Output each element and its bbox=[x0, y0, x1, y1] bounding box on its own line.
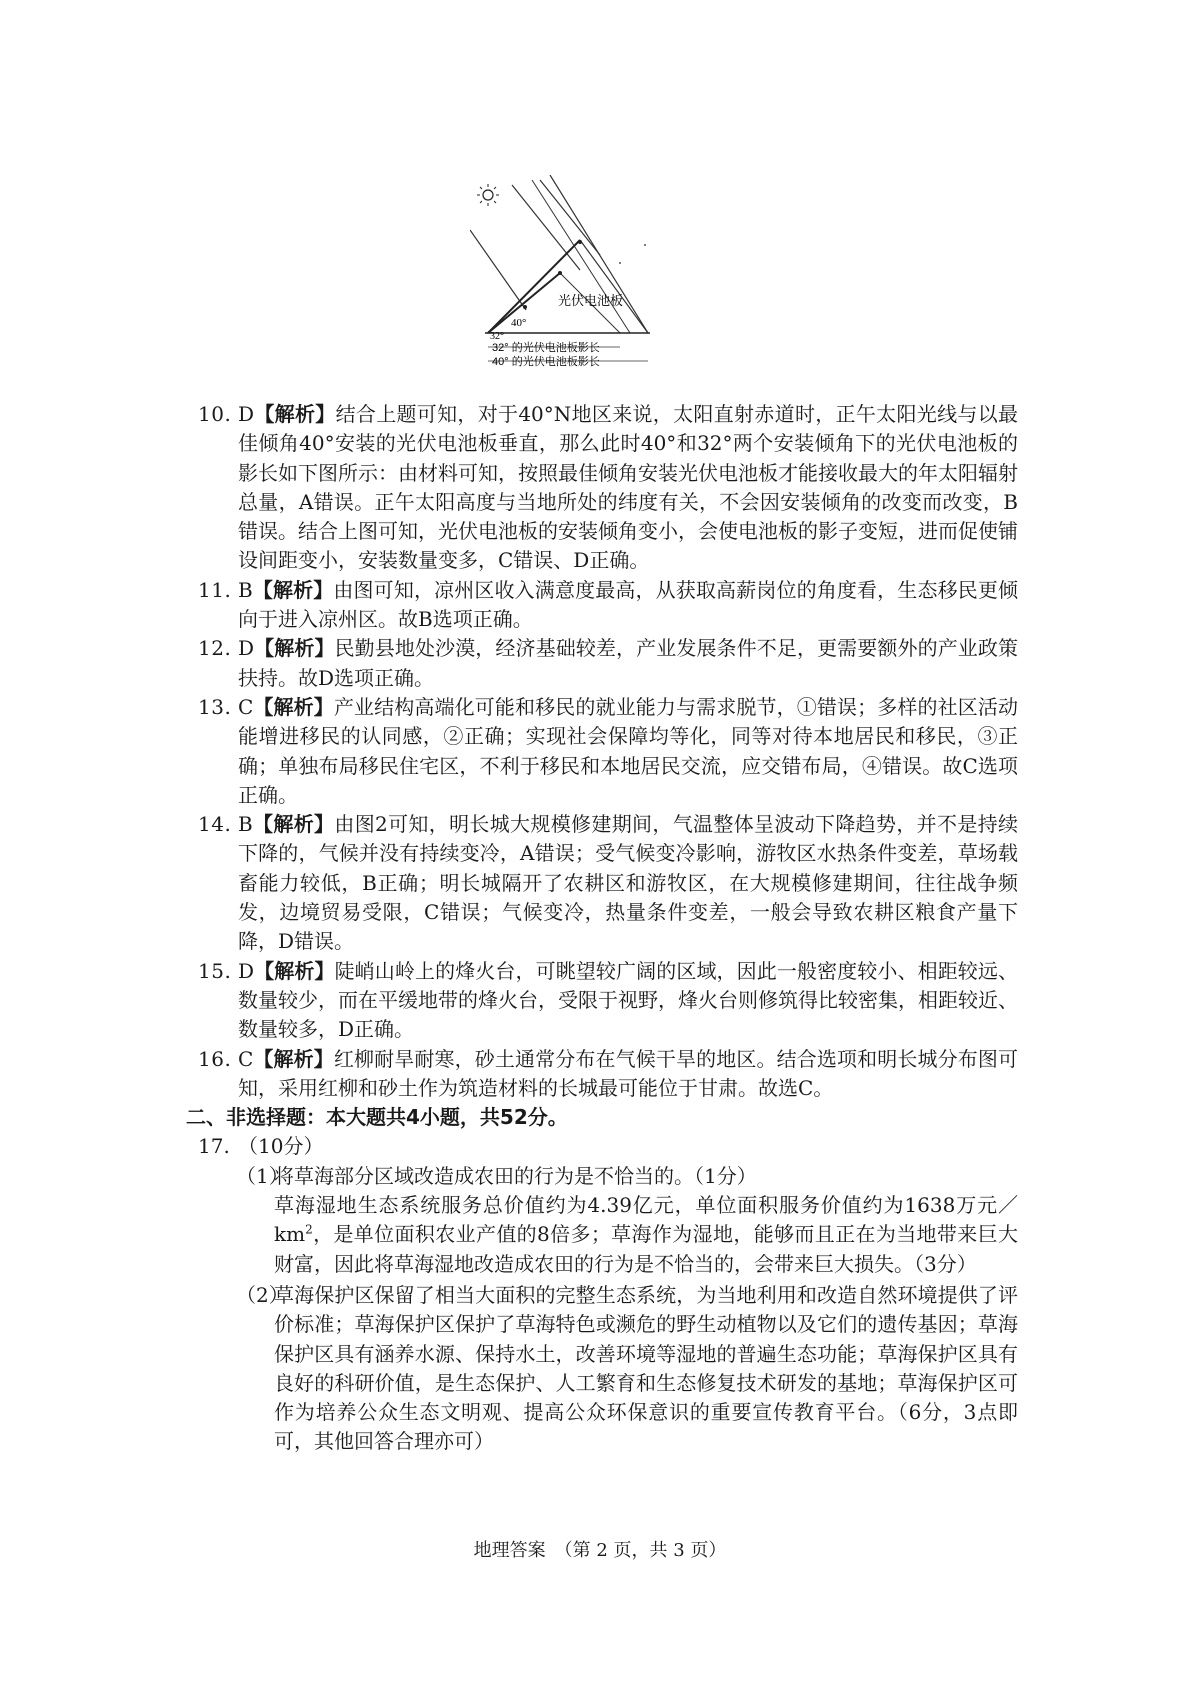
answer-letter: C bbox=[238, 1046, 254, 1071]
answer-letter: D bbox=[238, 958, 255, 983]
question-16 bbox=[198, 1045, 1018, 1104]
shadow-40-label: 40° 的光伏电池板影长 bbox=[492, 356, 600, 368]
answer-letter: B bbox=[238, 577, 253, 602]
question-17-part-1-detail bbox=[274, 1191, 1018, 1279]
question-15 bbox=[198, 957, 1018, 1045]
solar-panels bbox=[488, 240, 580, 333]
part-text: 将草海部分区域改造成农田的行为是不恰当的。（1分） bbox=[274, 1163, 757, 1188]
analysis-tag: 【解析】 bbox=[254, 402, 336, 426]
question-number: 13. bbox=[198, 694, 232, 719]
answer-content bbox=[186, 400, 1019, 1457]
section-title: 二、非选择题：本大题共4小题，共52分。 bbox=[186, 1105, 568, 1130]
page-footer: 地理答案 （第 2 页，共 3 页） bbox=[473, 1540, 727, 1561]
question-13 bbox=[198, 693, 1018, 810]
analysis-text: 民勤县地处沙漠，经济基础较差，产业发展条件不足，更需要额外的产业政策扶持。故D选项正确。 bbox=[238, 636, 1019, 690]
analysis-tag: 【解析】 bbox=[253, 694, 334, 719]
analysis-text: 陡峭山岭上的烽火台，可眺望较广阔的区域，因此一般密度较小、相距较远、数量较少，而在平缓地带的烽火台，受限于视野，烽火台则修筑得比较密集，相距较近、数量较多，D正确。 bbox=[238, 958, 1019, 1042]
question-17-part-2 bbox=[236, 1281, 1018, 1457]
solar-panel-shadow-diagram bbox=[470, 175, 720, 400]
analysis-tag: 【解析】 bbox=[254, 636, 335, 661]
analysis-text: 红柳耐旱耐寒，砂土通常分布在气候干旱的地区。结合选项和明长城分布图可知，采用红柳和砂土作为筑造材料的长城最可能位于甘肃。故选C。 bbox=[238, 1046, 1019, 1100]
question-17-part-1 bbox=[236, 1162, 1018, 1191]
question-number: 10. bbox=[198, 402, 232, 426]
question-number: 16. bbox=[198, 1046, 232, 1071]
analysis-tag: 【解析】 bbox=[254, 958, 335, 983]
analysis-tag: 【解析】 bbox=[252, 812, 335, 837]
question-17 bbox=[198, 1132, 1018, 1161]
question-points: （10分） bbox=[238, 1134, 324, 1159]
question-10 bbox=[198, 400, 1018, 576]
answer-letter: D bbox=[238, 636, 255, 661]
question-12 bbox=[198, 634, 1018, 693]
sun-icon bbox=[477, 184, 499, 206]
question-number: 17. bbox=[198, 1134, 230, 1159]
answer-letter: C bbox=[238, 694, 254, 719]
analysis-text: 结合上题可知，对于40°N地区来说，太阳直射赤道时，正午太阳光线与以最佳倾角40°安装的光伏电池板垂直，那么此时40°和32°两个安装倾角下的光伏电池板的影长如下图所示：由材料可知，按照最佳倾角安装光伏电池板才能接收最大的年太阳辐射总量，A错误。正午太阳高度与当地所处的纬度有关，不会因安装倾角的改变而改变，B错误。结合上图可知，光伏电池板的安装倾角变小，会使电池板的影子变短，进而促使铺设间距变小，安装数量变多，C错误、D正确。 bbox=[238, 402, 1018, 573]
question-number: 12. bbox=[198, 636, 232, 661]
question-14 bbox=[198, 810, 1018, 956]
analysis-tag: 【解析】 bbox=[253, 1046, 334, 1071]
analysis-text: 由图可知，凉州区收入满意度最高，从获取高薪岗位的角度看，生态移民更倾向于进入凉州区。故B选项正确。 bbox=[238, 577, 1019, 632]
angle-32-label: 32° bbox=[490, 331, 504, 342]
detail-text-b: ，是单位面积农业产值的8倍多；草海作为湿地，能够而且正在为当地带来巨大财富，因此将草海湿地改造成农田的行为是不恰当的，会带来巨大损失。（3分） bbox=[274, 1222, 1018, 1276]
detail-text-a: 草海湿地生态系统服务总价值约为4.39亿元，单位面积服务价值约为1638万元／km bbox=[274, 1193, 1018, 1247]
part-number: （2） bbox=[236, 1282, 289, 1307]
detail-superscript: 2 bbox=[305, 1222, 313, 1237]
shadow-32-label: 32° 的光伏电池板影长 bbox=[492, 342, 600, 354]
analysis-text: 由图2可知，明长城大规模修建期间，气温整体呈波动下降趋势，并不是持续下降的，气候并没有持续变冷，A错误；受气候变冷影响，游牧区水热条件变差，草场载畜能力较低，B正确；明长城隔开了农耕区和游牧区，在大规模修建期间，往往战争频发，边境贸易受限，C错误；气候变冷，热量条件变差，一般会导致农耕区粮食产量下降，D错误。 bbox=[238, 812, 1018, 954]
analysis-text: 产业结构高端化可能和移民的就业能力与需求脱节，①错误；多样的社区活动能增进移民的认同感，②正确；实现社会保障均等化，同等对待本地居民和移民，③正确；单独布局移民住宅区，不利于移民和本地居民交流，应交错布局，④错误。故C选项正确。 bbox=[238, 694, 1019, 807]
analysis-tag: 【解析】 bbox=[252, 577, 334, 602]
question-number: 14. bbox=[198, 812, 232, 837]
question-11 bbox=[198, 576, 1018, 635]
question-number: 11. bbox=[198, 577, 232, 602]
answer-letter: B bbox=[238, 812, 253, 837]
part-number: （1） bbox=[236, 1163, 289, 1188]
part-text: 草海保护区保留了相当大面积的完整生态系统，为当地利用和改造自然环境提供了评价标准；草海保护区保护了草海特色或濒危的野生动植物以及它们的遗传基因；草海保护区具有涵养水源、保持水土，改善环境等湿地的普遍生态功能；草海保护区具有良好的科研价值，是生态保护、人工繁育和生态修复技术研发的基地；草海保护区可作为培养公众生态文明观、提高公众环保意识的重要宣传教育平台。（6分，3点即可，其他回答合理亦可） bbox=[274, 1282, 1018, 1454]
question-number: 15. bbox=[198, 958, 232, 983]
panel-label: 光伏电池板 bbox=[558, 293, 624, 308]
angle-40-label: 40° bbox=[511, 317, 527, 329]
answer-letter: D bbox=[238, 402, 255, 426]
